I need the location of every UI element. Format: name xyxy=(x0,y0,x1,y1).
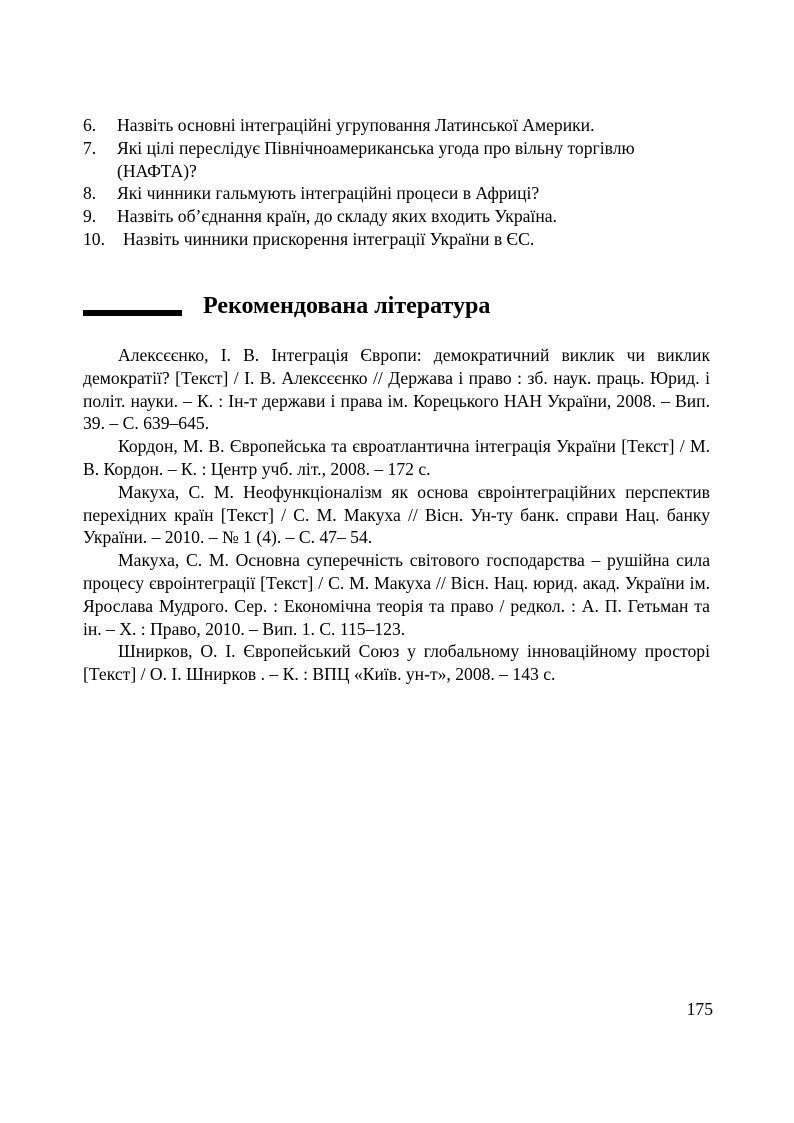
section-title: Рекомендована література xyxy=(203,293,491,319)
question-text: Назвіть об’єднання країн, до складу яких входить Україна. xyxy=(117,206,557,227)
question-number: 10. xyxy=(83,228,105,249)
question-number: 9. xyxy=(83,206,97,227)
question-number: 8. xyxy=(83,183,97,204)
section-heading xyxy=(83,288,723,328)
question-item xyxy=(83,137,713,183)
question-item xyxy=(83,114,713,137)
question-text: Назвіть основні інтеграційні угруповання Латинської Америки. xyxy=(117,115,595,135)
question-number: 6. xyxy=(83,115,97,135)
question-list xyxy=(83,114,713,251)
question-item xyxy=(83,182,713,205)
question-number: 7. xyxy=(83,137,97,158)
question-text: Які цілі переслідує Північноамериканська угода про вільну торгівлю (НАФТА)? xyxy=(117,137,635,181)
heading-bar-decoration xyxy=(83,310,182,316)
question-item xyxy=(83,205,713,228)
reference-entry: Алексєєнко, І. В. Інтеграція Європи: демократичний виклик чи виклик демократії? [Текст] / І. В. Алексєєнко // Держава і право : зб. наук. праць. Юрид. і політ. науки. – К. : Ін-т держави і права ім. Корецького НАН України, 2008. – Вип. 39. – С. 639–645. xyxy=(83,345,710,434)
question-text: Які чинники гальмують інтеграційні процеси в Африці? xyxy=(117,183,540,204)
reference-entry: Макуха, С. М. Основна суперечність світового господарства – рушійна сила процесу євроінтеграції [Текст] / С. М. Макуха // Вісн. Нац. юрид. акад. України ім. Ярослава Мудрого. Сер. : Економічна теорія та право / редкол. : А. П. Гетьман та ін. – Х. : Право, 2010. – Вип. 1. С. 115–123. xyxy=(83,550,710,639)
reference-entry: Кордон, М. В. Європейська та євроатлантична інтеграція України [Текст] / М. В. Кордон. – К. : Центр учб. літ., 2008. – 172 с. xyxy=(83,436,710,479)
page-number: 175 xyxy=(686,999,713,1019)
reference-entry: Макуха, С. М. Неофункціоналізм як основа євроінтеграційних перспектив перехідних країн [Текст] / С. М. Макуха // Вісн. Ун-ту банк. справи Нац. банку України. – 2010. – № 1 (4). – С. 47– 54. xyxy=(83,481,710,548)
reference-entry: Шнирков, О. І. Європейський Союз у глобальному інноваційному просторі [Текст] / О. І. Шнирков . – К. : ВПЦ «Київ. ун-т», 2008. – 143 с. xyxy=(83,641,710,685)
question-item xyxy=(83,228,713,251)
reference-list xyxy=(83,344,710,686)
question-text: Назвіть чинники прискорення інтеграції України в ЄС. xyxy=(123,228,535,249)
